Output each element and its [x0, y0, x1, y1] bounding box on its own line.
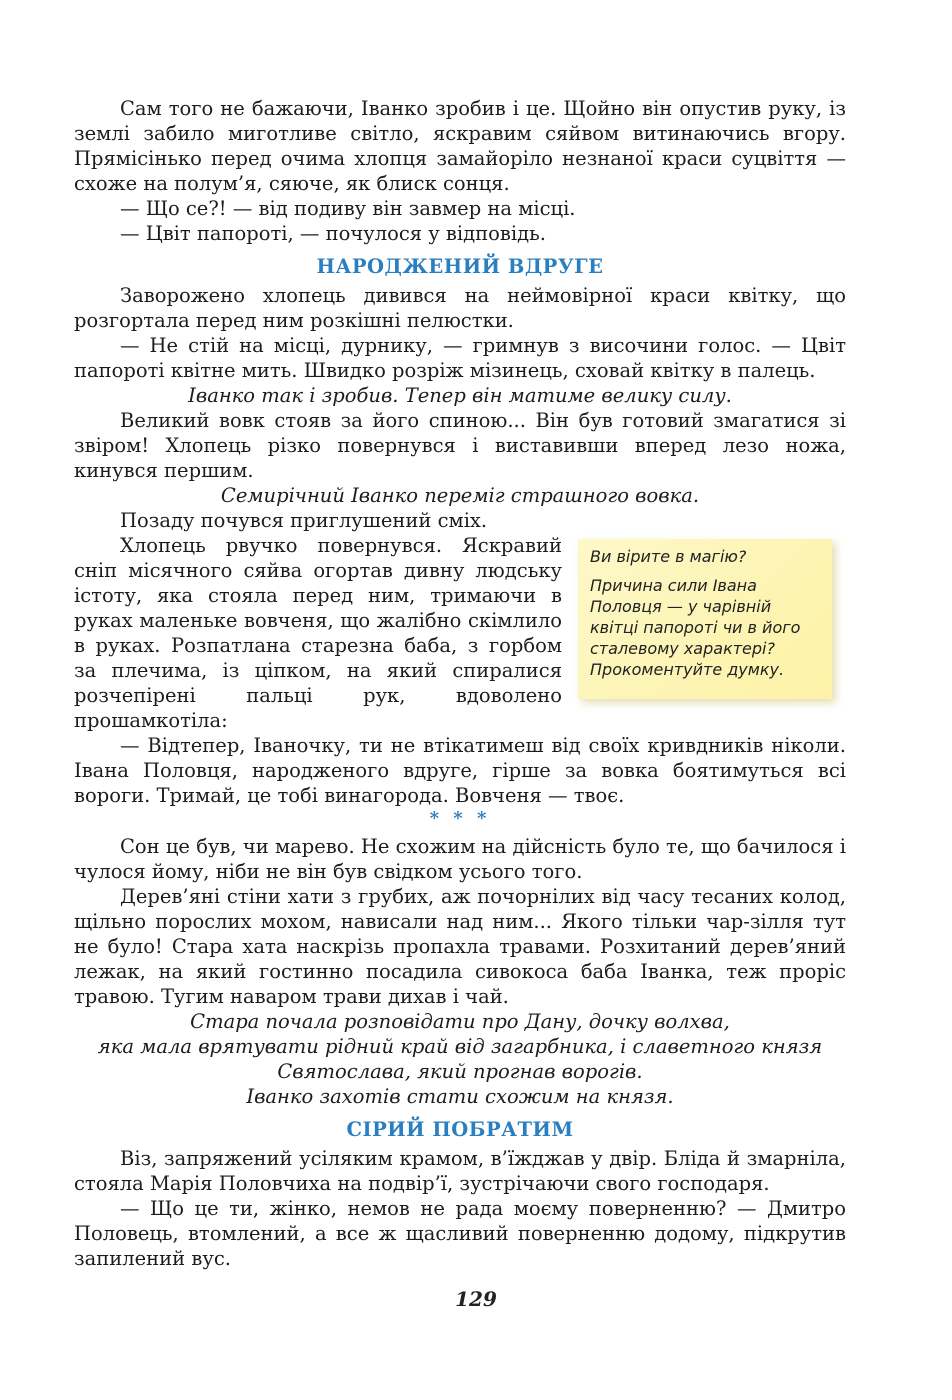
- paragraph: — Що се?! — від подиву він завмер на місці.: [120, 197, 576, 220]
- question-callout: [578, 539, 832, 699]
- paragraph-with-callout: [74, 533, 846, 733]
- paragraph: Сам того не бажаючи, Іванко зробив і це. Щойно він опустив руку, із землі забило миготливе світло, яскравим сяйвом витинаючись вгору. Прямісінько перед очима хлопця замайоріло незнаної краси суцвіття — схоже на полум’я, сяюче, як блиск сонця.: [74, 97, 846, 195]
- paragraph: Позаду почувся приглушений сміх.: [120, 509, 488, 532]
- callout-question: Ви вірите в магію?: [590, 547, 747, 566]
- italic-note-line: Іванко захотів стати схожим на князя.: [246, 1085, 674, 1108]
- italic-note-line: Стара почала розповідати про Дану, дочку волхва,: [190, 1010, 730, 1033]
- italic-note-line: яка мала врятувати рідний край від загарбника, і славетного князя: [97, 1035, 823, 1058]
- paragraph: — Цвіт папороті, — почулося у відповідь.: [120, 222, 546, 245]
- section-heading: СІРИЙ ПОБРАТИМ: [346, 1118, 574, 1141]
- paragraph: Дерев’яні стіни хати з грубих, аж почорнілих від часу тесаних колод, щільно порослих мохом, нависали над ним... Якого тільки чар-зілля тут не було! Стара хата наскрізь пропахла травами. Розхитаний дерев’яний лежак, на який гостинно посадила сивокоса баба Іванка, теж проріс травою. Тугим наваром трави дихав і чай.: [74, 885, 846, 1008]
- paragraph: Віз, запряжений усіляким крамом, в’їжджав у двір. Бліда й змарніла, стояла Марія Половчиха на подвір’ї, зустрічаючи свого господаря.: [74, 1147, 846, 1195]
- italic-note-line: Святослава, який прогнав ворогів.: [277, 1060, 643, 1083]
- italic-note: Семирічний Іванко переміг страшного вовка.: [220, 484, 700, 507]
- page-number: 129: [455, 1287, 497, 1311]
- italic-note: Іванко так і зробив. Тепер він матиме велику силу.: [188, 384, 732, 407]
- callout-body: Причина сили Івана Половця — у чарівній квітці папороті чи в його сталевому характері? Прокоментуйте думку.: [590, 576, 801, 679]
- paragraph: Великий вовк стояв за його спиною... Він був готовий змагатися зі звіром! Хлопець різко повернувся і виставивши вперед лезо ножа, кинувся першим.: [74, 409, 846, 482]
- paragraph: — Відтепер, Іваночку, ти не втікатимеш від своїх кривдників ніколи. Івана Половця, народженого вдруге, гірше за вовка боятимуться всі вороги. Тримай, це тобі винагорода. Вовченя — твоє.: [74, 734, 846, 807]
- section-separator: * * *: [429, 808, 491, 829]
- paragraph: Хлопець рвучко повернувся. Яскравий сніп місячного сяйва огортав дивну людську істоту, яка стояла перед ним, тримаючи в руках маленьке вовченя, що жалібно скімлило в руках. Розпатлана старезна баба, з горбом за плечима, із ціпком, на який спиралися розчепірені пальці рук, вдоволено прошамкотіла:: [74, 534, 562, 732]
- paragraph: Заворожено хлопець дивився на неймовірної краси квітку, що розгортала перед ним розкішні пелюстки.: [74, 284, 846, 332]
- paragraph: Сон це був, чи марево. Не схожим на дійсність було те, що бачилося і чулося йому, ніби не він був свідком усього того.: [74, 835, 846, 883]
- page-content: [74, 96, 846, 1271]
- paragraph: — Що це ти, жінко, немов не рада моєму поверненню? — Дмитро Половець, втомлений, а все ж щасливий поверненню додому, підкрутив запилений вус.: [74, 1197, 846, 1270]
- section-heading: НАРОДЖЕНИЙ ВДРУГЕ: [316, 255, 604, 278]
- paragraph: — Не стій на місці, дурнику, — гримнув з височини голос. — Цвіт папороті квітне мить. Швидко розріж мізинець, сховай квітку в палець.: [74, 334, 846, 382]
